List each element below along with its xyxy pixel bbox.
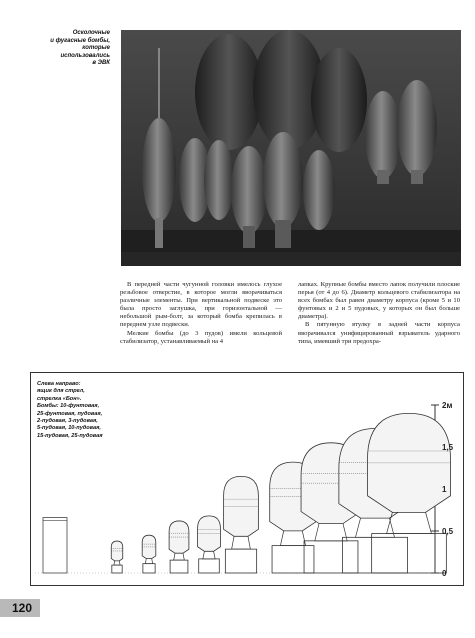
bomb-tail-cone	[114, 561, 120, 565]
scale-tick-label: 1	[442, 485, 447, 494]
scale-unit-label: 2м	[442, 401, 453, 410]
photo-caption-line: Осколочные	[72, 30, 110, 36]
figure-caption-line: стрелка «Бон».	[37, 395, 82, 402]
scale-tick-label: 1,5	[442, 443, 454, 452]
paragraph: В пятунную втулку в задней части корпуса вворачивался унифицированный взрыватель ударного типа, имевший три предохра-	[298, 321, 460, 345]
bombs-scale-figure	[30, 372, 464, 586]
figure-caption-line: 2-пудовая, 3-пудовая,	[37, 418, 98, 425]
bombs-photo	[121, 30, 461, 266]
scale-tick-label: 0,5	[442, 527, 454, 536]
article-right-column	[298, 281, 460, 346]
bomb-tail-cone	[280, 531, 305, 546]
bomb-stabilizer	[143, 564, 155, 573]
paragraph: В передней части чугунной головки имелось глухое резьбовое отверстие, в которое могли вворачиваться различные элементы. При вертикальной подвеске это была просто заглушка, при горизонтальной — небольшой рым-болт, за который бомба крепилась в переднем узле подвески.	[120, 281, 282, 329]
bomb-stabilizer	[342, 537, 407, 573]
bomb-stabilizer	[272, 546, 314, 573]
figure-caption-line: Слева направо:	[37, 381, 81, 387]
photo-caption-line: и фугасные бомбы,	[50, 37, 110, 44]
figure-caption-line: 15-пудовая, 25-пудовая	[37, 432, 103, 439]
bomb-tail-cone	[232, 536, 251, 549]
bomb-stabilizer	[225, 549, 256, 573]
bomb-body	[224, 476, 259, 536]
paragraph: лапках. Крупные бомбы вместо лапок получили плоские перья (от 4 до 6). Диаметр кольцевого стабилизатора на всех бомбах был равен диаметру корпуса (кроме 5 и 10 фунтовых и 2 и 5 пудовых, у которых он был больше диаметра).	[298, 281, 460, 321]
scale-tick-label: 0	[442, 569, 447, 578]
photo-caption	[36, 30, 110, 68]
bomb-stabilizer	[170, 560, 188, 573]
figure-caption-line: 5-пудовая, 10-пудовая,	[37, 425, 101, 432]
bomb-stabilizer	[199, 559, 220, 573]
bomb-body	[111, 541, 122, 561]
arrow-box	[43, 518, 67, 573]
bombs-photo-illustration	[121, 30, 461, 266]
photo-caption-line: в ЭВК	[92, 60, 110, 67]
bombs-line-drawing	[31, 373, 463, 585]
bomb-tail-cone	[145, 559, 152, 564]
bomb-stabilizer	[112, 565, 122, 573]
bomb-tail-cone	[203, 551, 215, 559]
page-number: 120	[12, 601, 33, 615]
photo-caption-line: которые использовались	[60, 45, 110, 59]
article-left-column	[120, 281, 282, 346]
bomb-tail-cone	[355, 518, 394, 537]
bomb-body	[198, 516, 221, 551]
figure-caption-line: Бомбы: 10-фунтовая,	[37, 403, 100, 410]
figure-caption-line: ящик для стрел,	[37, 388, 85, 395]
paragraph: Мелкие бомбы (до 3 пудов) имели кольцевой стабилизатор, устанавливаемый на 4	[120, 329, 282, 345]
figure-caption-line: 25-фунтовая, пудовая,	[37, 410, 103, 417]
drawn-objects	[43, 413, 450, 573]
bomb-tail-cone	[174, 553, 185, 560]
